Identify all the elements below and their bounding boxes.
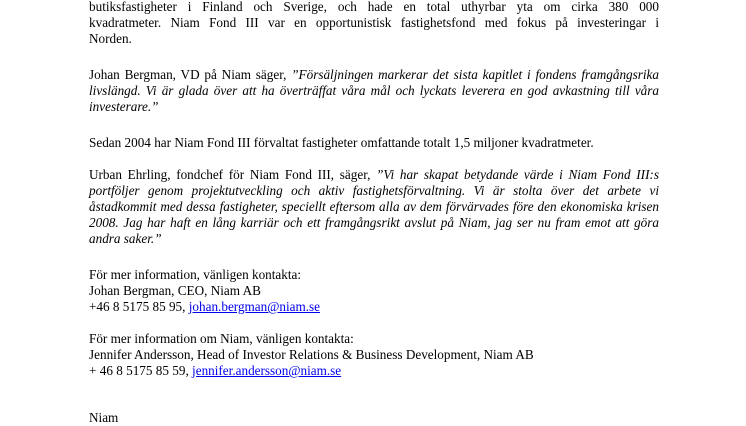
email-link-jennifer-andersson[interactable]: jennifer.andersson@niam.se — [192, 363, 342, 378]
contact-block-ir — [89, 331, 659, 379]
contact-phone-line — [89, 363, 659, 379]
contact-block-ceo — [89, 267, 659, 315]
contact-phone: +46 8 5175 85 95, — [89, 299, 189, 314]
intro-line-3: Norden. — [89, 31, 132, 46]
contact-phone: + 46 8 5175 85 59, — [89, 363, 193, 378]
intro-paragraph — [89, 0, 659, 47]
ehrling-lead: Urban Ehrling, fondchef för Niam Fond III, säger, — [89, 167, 377, 182]
intro-line-2: kvadratmeter. Niam Fond III var en opportunistisk fastighetsfond med fokus på investeringar i — [89, 15, 659, 30]
intro-line-1: butiksfastigheter i Finland och Sverige, och hade en total uthyrbar yta om cirka 380 000 — [89, 0, 659, 14]
contact-name: Johan Bergman, CEO, Niam AB — [89, 283, 261, 298]
bergman-paragraph — [89, 67, 659, 115]
bergman-lead: Johan Bergman, VD på Niam säger, — [89, 67, 292, 82]
email-link-johan-bergman[interactable]: johan.bergman@niam.se — [188, 299, 321, 314]
ehrling-paragraph — [89, 167, 659, 247]
bergman-quote: ”Försäljningen markerar det sista kapitlet i fondens framgångsrika livslängd. Vi är glada över att ha överträffat våra mål och lyckats leverera en god avkastning till våra investerare.” — [89, 67, 660, 114]
contact-phone-line — [89, 299, 659, 315]
contact-heading: För mer information om Niam, vänligen kontakta: — [89, 331, 354, 346]
contact-heading: För mer information, vänligen kontakta: — [89, 267, 302, 282]
contact-name: Jennifer Andersson, Head of Investor Relations & Business Development, Niam AB — [89, 347, 534, 362]
since-2004-paragraph: Sedan 2004 har Niam Fond III förvaltat fastigheter omfattande totalt 1,5 miljoner kvadratmeter. — [89, 135, 594, 150]
about-niam-heading: Niam — [89, 410, 119, 425]
ehrling-quote: ”Vi har skapat betydande värde i Niam Fond III:s portföljer genom projektutveckling och aktiv fastighetsförvaltning. Vi är stolta över det arbete vi åstadkommit med dessa fastigheter, speciellt eftersom alla av dem förvärvades före den ekonomiska krisen 2008. Jag har haft en lång karriär och ett framgångsrikt avslut på Niam, jag ser nu fram emot att göra andra saker.” — [89, 167, 659, 246]
